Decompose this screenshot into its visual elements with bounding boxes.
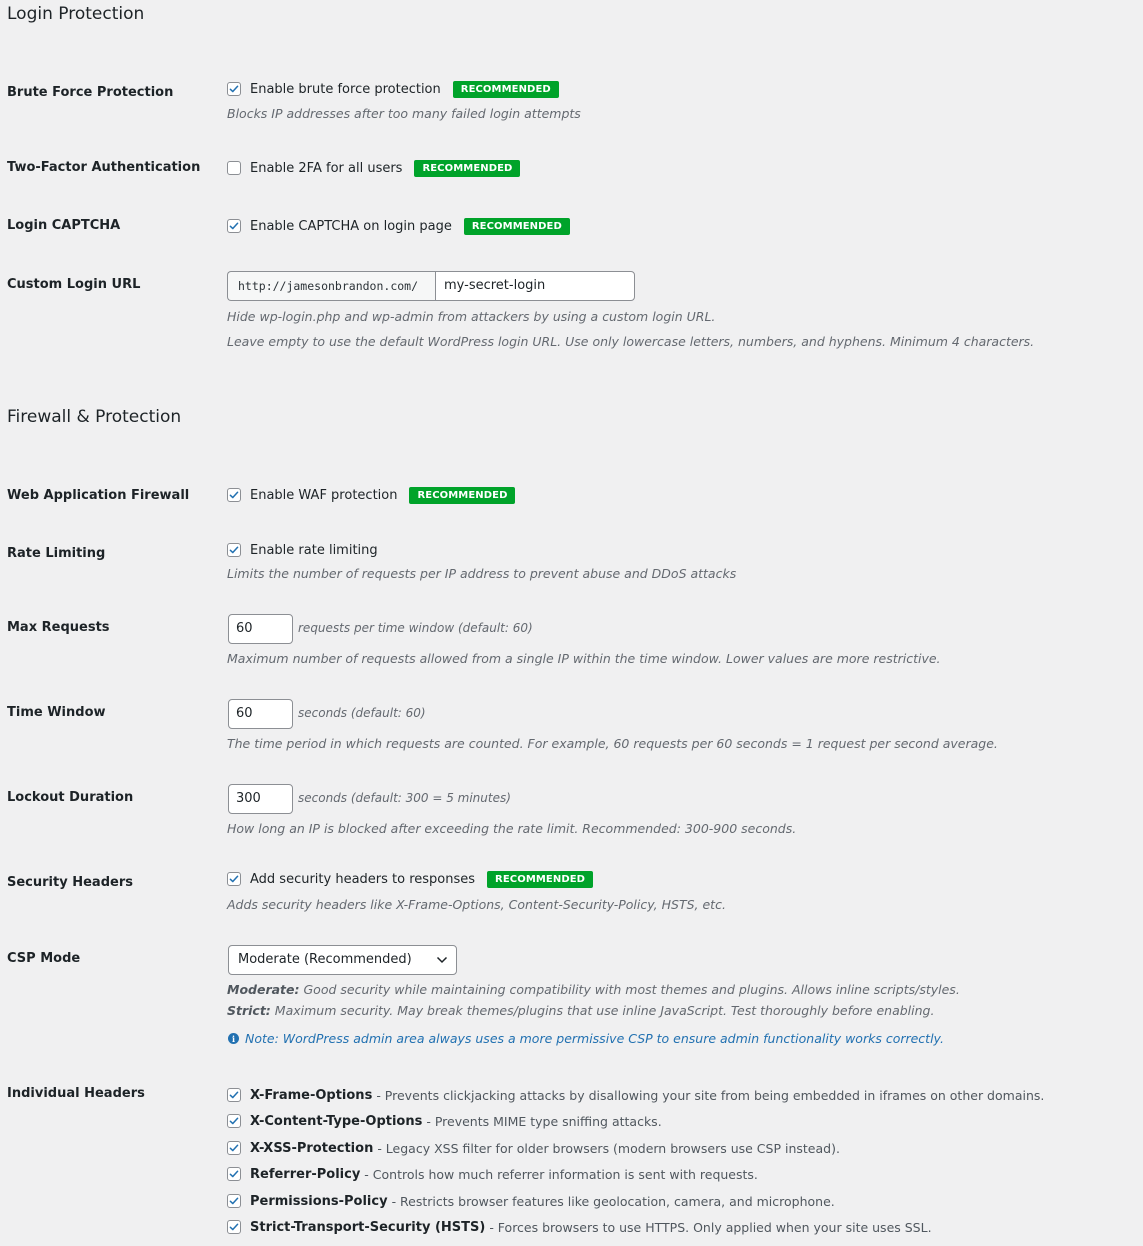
header-description: - Prevents MIME type sniffing attacks. xyxy=(426,1113,662,1129)
recommended-badge: RECOMMENDED xyxy=(409,487,515,504)
max-requests-description: Maximum number of requests allowed from a single IP within the time window. Lower values are more restrictive. xyxy=(227,651,941,666)
checkmark-icon xyxy=(228,1114,240,1128)
brute-force-option[interactable] xyxy=(227,79,559,99)
header-checkbox[interactable] xyxy=(227,1220,241,1234)
header-option-x-xss-protection[interactable] xyxy=(227,1138,840,1158)
csp-moderate-description xyxy=(227,982,960,997)
header-name: X-Frame-Options xyxy=(250,1087,373,1103)
security-headers-checkbox-label: Add security headers to responses xyxy=(250,871,476,887)
checkmark-icon xyxy=(228,872,240,886)
two-factor-label: Two-Factor Authentication xyxy=(7,160,201,175)
header-name: X-XSS-Protection xyxy=(250,1140,374,1156)
csp-mode-selected-value: Moderate (Recommended) xyxy=(238,952,412,967)
csp-strict-text: Maximum security. May break themes/plugins that use inline JavaScript. Test thoroughly before enabling. xyxy=(274,1003,935,1018)
checkmark-icon xyxy=(228,1167,240,1181)
chevron-down-icon xyxy=(436,955,448,965)
security-headers-description: Adds security headers like X-Frame-Options, Content-Security-Policy, HSTS, etc. xyxy=(227,897,726,912)
two-factor-checkbox-label: Enable 2FA for all users xyxy=(250,160,403,176)
section-title-firewall: Firewall & Protection xyxy=(7,407,182,427)
header-checkbox[interactable] xyxy=(227,1088,241,1102)
brute-force-description: Blocks IP addresses after too many failed login attempts xyxy=(227,106,581,121)
checkmark-icon xyxy=(228,82,240,96)
lockout-duration-unit: seconds (default: 300 = 5 minutes) xyxy=(298,791,511,805)
security-headers-checkbox[interactable] xyxy=(227,872,241,886)
header-description: - Restricts browser features like geolocation, camera, and microphone. xyxy=(391,1193,835,1209)
rate-limiting-option[interactable] xyxy=(227,540,378,560)
header-checkbox[interactable] xyxy=(227,1141,241,1155)
header-name: X-Content-Type-Options xyxy=(250,1113,423,1129)
csp-strict-description xyxy=(227,1003,934,1018)
time-window-description: The time period in which requests are counted. For example, 60 requests per 60 seconds = 1 request per second average. xyxy=(227,736,998,751)
rate-limiting-checkbox[interactable] xyxy=(227,543,241,557)
checkmark-icon xyxy=(228,219,240,233)
security-headers-label: Security Headers xyxy=(7,875,133,890)
checkmark-icon xyxy=(228,1220,240,1234)
individual-headers-label: Individual Headers xyxy=(7,1086,145,1101)
time-window-unit: seconds (default: 60) xyxy=(298,706,426,720)
csp-strict-term: Strict: xyxy=(227,1003,271,1018)
info-icon: i xyxy=(228,1033,239,1044)
time-window-label: Time Window xyxy=(7,705,106,720)
two-factor-option[interactable] xyxy=(227,158,520,178)
brute-force-checkbox[interactable] xyxy=(227,82,241,96)
checkmark-icon xyxy=(228,1194,240,1208)
csp-admin-note xyxy=(228,1031,944,1046)
brute-force-checkbox-label: Enable brute force protection xyxy=(250,81,441,97)
header-description: - Controls how much referrer information is sent with requests. xyxy=(364,1166,758,1182)
lockout-duration-input[interactable]: 300 xyxy=(228,784,293,814)
header-checkbox[interactable] xyxy=(227,1114,241,1128)
header-option-referrer-policy[interactable] xyxy=(227,1164,758,1184)
captcha-label: Login CAPTCHA xyxy=(7,218,121,233)
captcha-checkbox-label: Enable CAPTCHA on login page xyxy=(250,218,452,234)
header-name: Referrer-Policy xyxy=(250,1166,361,1182)
waf-option[interactable] xyxy=(227,485,515,505)
section-title-login-protection: Login Protection xyxy=(7,4,145,24)
captcha-option[interactable] xyxy=(227,216,570,236)
recommended-badge: RECOMMENDED xyxy=(487,871,593,888)
header-description: - Legacy XSS filter for older browsers (modern browsers use CSP instead). xyxy=(377,1140,840,1156)
csp-mode-select[interactable] xyxy=(228,945,457,975)
checkmark-icon xyxy=(228,543,240,557)
header-description: - Forces browsers to use HTTPS. Only applied when your site uses SSL. xyxy=(489,1219,932,1235)
lockout-duration-description: How long an IP is blocked after exceeding the rate limit. Recommended: 300-900 seconds. xyxy=(227,821,797,836)
header-description: - Prevents clickjacking attacks by disallowing your site from being embedded in iframes on other domains. xyxy=(376,1087,1045,1103)
header-name: Permissions-Policy xyxy=(250,1193,388,1209)
custom-login-url-input[interactable]: my-secret-login xyxy=(435,271,635,301)
header-checkbox[interactable] xyxy=(227,1167,241,1181)
waf-checkbox-label: Enable WAF protection xyxy=(250,487,398,503)
header-option-permissions-policy[interactable] xyxy=(227,1191,835,1211)
rate-limiting-checkbox-label: Enable rate limiting xyxy=(250,542,378,558)
time-window-input[interactable]: 60 xyxy=(228,699,293,729)
rate-limiting-description: Limits the number of requests per IP address to prevent abuse and DDoS attacks xyxy=(227,566,737,581)
two-factor-checkbox[interactable] xyxy=(227,161,241,175)
header-checkbox[interactable] xyxy=(227,1194,241,1208)
lockout-duration-label: Lockout Duration xyxy=(7,790,134,805)
custom-login-url-description-2: Leave empty to use the default WordPress login URL. Use only lowercase letters, numbers, and hyphens. Minimum 4 characters. xyxy=(227,334,1035,349)
recommended-badge: RECOMMENDED xyxy=(414,160,520,177)
captcha-checkbox[interactable] xyxy=(227,219,241,233)
custom-login-url-label: Custom Login URL xyxy=(7,277,141,292)
header-name: Strict-Transport-Security (HSTS) xyxy=(250,1219,486,1235)
header-option-hsts[interactable] xyxy=(227,1217,932,1237)
csp-mode-label: CSP Mode xyxy=(7,951,81,966)
waf-label: Web Application Firewall xyxy=(7,488,190,503)
checkmark-icon xyxy=(228,488,240,502)
header-option-x-frame-options[interactable] xyxy=(227,1085,1044,1105)
csp-moderate-text: Good security while maintaining compatibility with most themes and plugins. Allows inline scripts/styles. xyxy=(303,982,960,997)
checkmark-icon xyxy=(228,1088,240,1102)
custom-login-url-description-1: Hide wp-login.php and wp-admin from attackers by using a custom login URL. xyxy=(227,309,716,324)
csp-moderate-term: Moderate: xyxy=(227,982,300,997)
max-requests-unit: requests per time window (default: 60) xyxy=(298,621,533,635)
header-option-x-content-type-options[interactable] xyxy=(227,1111,662,1131)
waf-checkbox[interactable] xyxy=(227,488,241,502)
login-url-prefix: http://jamesonbrandon.com/ xyxy=(227,271,436,301)
max-requests-input[interactable]: 60 xyxy=(228,614,293,644)
brute-force-label: Brute Force Protection xyxy=(7,85,174,100)
csp-admin-note-text: Note: WordPress admin area always uses a more permissive CSP to ensure admin functionality works correctly. xyxy=(245,1031,944,1046)
max-requests-label: Max Requests xyxy=(7,620,110,635)
security-headers-option[interactable] xyxy=(227,869,593,889)
recommended-badge: RECOMMENDED xyxy=(453,81,559,98)
recommended-badge: RECOMMENDED xyxy=(464,218,570,235)
rate-limiting-label: Rate Limiting xyxy=(7,546,106,561)
checkmark-icon xyxy=(228,1141,240,1155)
